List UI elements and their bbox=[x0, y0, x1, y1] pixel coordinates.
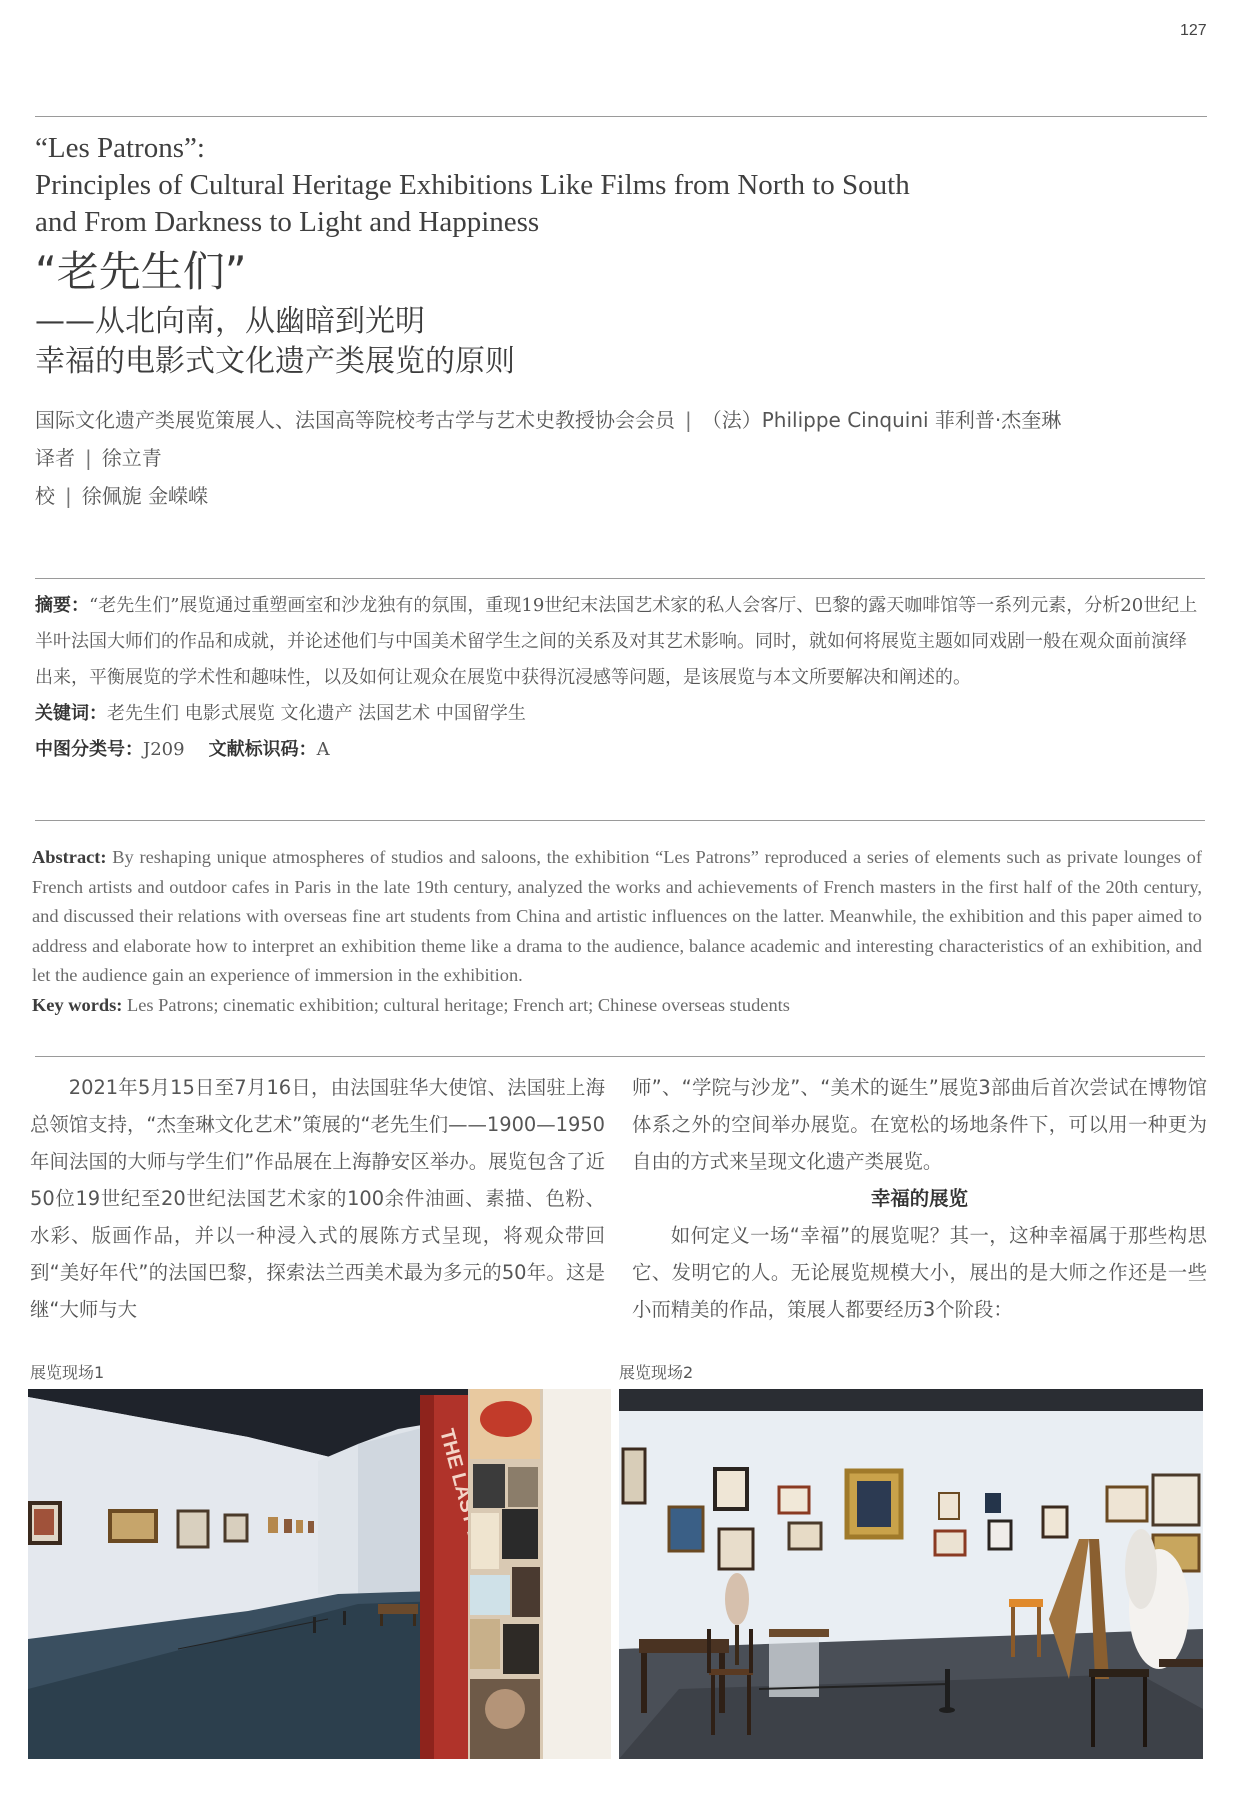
body-paragraph-2: 师”、“学院与沙龙”、“美术的诞生”展览3部曲后首次尝试在博物馆体系之外的空间举办展览。在宽松的场地条件下，可以用一种更为自由的方式来呈现文化遗产类展览。 bbox=[632, 1076, 1207, 1173]
poster-column-text: THE LAST bbox=[435, 1426, 482, 1527]
body-paragraph-3: 如何定义一场“幸福”的展览呢？其一，这种幸福属于那些构思它、发明它的人。无论展览规模大小，展出的是大师之作还是一些小而精美的作品，策展人都要经历3个阶段： bbox=[632, 1224, 1207, 1321]
body-top-rule bbox=[35, 1056, 1205, 1057]
author-line bbox=[35, 401, 1215, 439]
abstract-divider-rule bbox=[35, 820, 1205, 821]
abstract-en-label: Abstract: bbox=[32, 847, 107, 867]
keywords-cn-line bbox=[35, 696, 1201, 732]
abstract-cn-label: 摘要： bbox=[35, 595, 89, 616]
body-column-right bbox=[632, 1069, 1207, 1328]
exhibition-photo-2-image bbox=[619, 1389, 1203, 1759]
clc-value: J209 bbox=[143, 739, 185, 760]
figure-caption-2: 展览现场2 bbox=[619, 1363, 694, 1382]
author-separator: | bbox=[685, 408, 692, 432]
title-en-line-3: and From Darkness to Light and Happiness bbox=[35, 206, 540, 238]
figure-caption-1: 展览现场1 bbox=[30, 1363, 105, 1382]
abstract-cn-text: “老先生们”展览通过重塑画室和沙龙独有的氛围，重现19世纪末法国艺术家的私人会客厅、巴黎的露天咖啡馆等一系列元素，分析20世纪上半叶法国大师们的作品和成就，并论述他们与中国美术留学生之间的关系及对其艺术影响。同时，就如何将展览主题如同戏剧一般在观众面前演绎出来，平衡展览的学术性和趣味性，以及如何让观众在展览中获得沉浸感等问题，是该展览与本文所要解决和阐述的。 bbox=[35, 595, 1198, 688]
keywords-cn: 老先生们 电影式展览 文化遗产 法国艺术 中国留学生 bbox=[107, 703, 526, 724]
doc-code-label: 文献标识码： bbox=[208, 739, 317, 760]
abstract-english bbox=[32, 843, 1202, 1020]
clc-label: 中图分类号： bbox=[35, 739, 143, 760]
keywords-en-label: Key words: bbox=[32, 994, 123, 1015]
translator-line bbox=[35, 439, 1215, 477]
keywords-en: Les Patrons; cinematic exhibition; cultural heritage; French art; Chinese overseas students bbox=[127, 994, 790, 1015]
author-name: （法）Philippe Cinquini 菲利普·杰奎琳 bbox=[701, 408, 1062, 432]
title-chinese-subtitle bbox=[35, 302, 1185, 382]
credits bbox=[35, 401, 1215, 515]
proofreader-separator: | bbox=[65, 484, 72, 508]
author-affiliation: 国际文化遗产类展览策展人、法国高等院校考古学与艺术史教授协会会员 bbox=[35, 408, 675, 432]
title-en-line-1: “Les Patrons”: bbox=[35, 132, 205, 164]
proofreader-names: 徐佩旎 金嵘嵘 bbox=[81, 484, 209, 508]
abstract-cn-paragraph bbox=[35, 588, 1201, 696]
exhibition-photo-1-image bbox=[28, 1389, 611, 1759]
proofreader-line bbox=[35, 477, 1215, 515]
title-cn-sub-line-2: 幸福的电影式文化遗产类展览的原则 bbox=[35, 344, 515, 379]
keywords-cn-label: 关键词： bbox=[35, 703, 107, 724]
body-column-left bbox=[30, 1069, 605, 1328]
exhibition-photo-2 bbox=[619, 1389, 1203, 1759]
abstract-chinese bbox=[35, 588, 1201, 768]
classification-line bbox=[35, 732, 1201, 768]
proofreader-label: 校 bbox=[35, 484, 55, 508]
translator-separator: | bbox=[85, 446, 92, 470]
title-chinese-main: “老先生们” bbox=[35, 247, 247, 296]
title-en-line-2: Principles of Cultural Heritage Exhibitions Like Films from North to South bbox=[35, 169, 910, 201]
top-rule bbox=[35, 116, 1207, 117]
page-number: 127 bbox=[1180, 22, 1207, 39]
abstract-en-text: By reshaping unique atmospheres of studios and saloons, the exhibition “Les Patrons” reproduced a series of elements such as private lounges of French artists and outdoor cafes in Paris in the late 19th century, analyzed the works and achievements of French masters in the first half of the 20th century, and discussed their relations with overseas fine art students from China and artistic influences on the latter. Meanwhile, the exhibition and this paper aimed to address and elaborate how to interpret an exhibition theme like a drama to the audience, balance academic and interesting characteristics of an exhibition, and let the audience gain an experience of immersion in the exhibition. bbox=[32, 847, 1202, 985]
exhibition-photo-1 bbox=[28, 1389, 611, 1759]
title-english bbox=[35, 130, 1185, 241]
section-heading: 幸福的展览 bbox=[871, 1187, 968, 1210]
abstract-cn-top-rule bbox=[35, 578, 1205, 579]
abstract-en-paragraph bbox=[32, 843, 1202, 991]
doc-code-value: A bbox=[316, 739, 330, 760]
keywords-en-line bbox=[32, 991, 1202, 1021]
translator-name: 徐立青 bbox=[101, 446, 162, 470]
translator-label: 译者 bbox=[35, 446, 75, 470]
body-paragraph-1: 2021年5月15日至7月16日，由法国驻华大使馆、法国驻上海总领馆支持，“杰奎琳文化艺术”策展的“老先生们——1900—1950年间法国的大师与学生们”作品展在上海静安区举办。展览包含了近50位19世纪至20世纪法国艺术家的100余件油画、素描、色粉、水彩、版画作品，并以一种浸入式的展陈方式呈现，将观众带回到“美好年代”的法国巴黎，探索法兰西美术最为多元的50年。这是继“大师与大 bbox=[30, 1076, 605, 1321]
title-cn-sub-line-1: ——从北向南，从幽暗到光明 bbox=[35, 304, 425, 339]
